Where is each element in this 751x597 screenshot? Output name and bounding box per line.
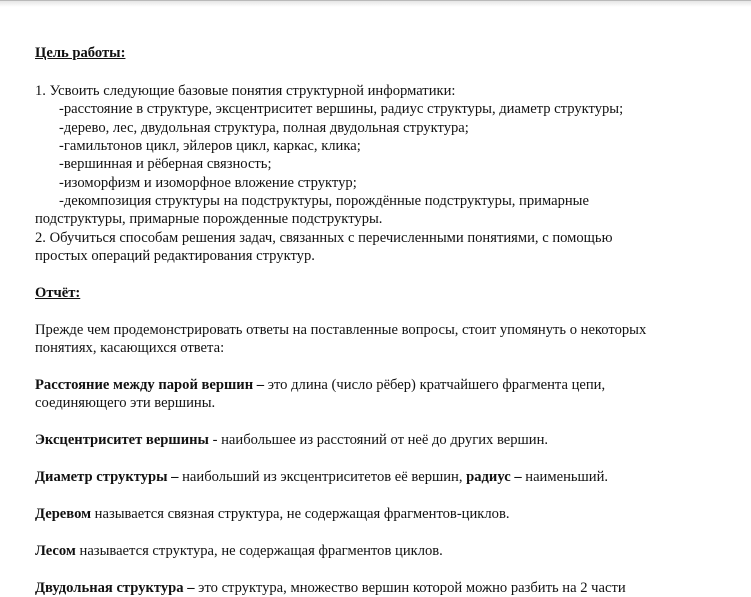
goal-item-1: 1. Усвоить следующие базовые понятия структурной информатики: <box>35 83 456 99</box>
definition-eccentricity-term: Эксцентриситет вершины <box>35 432 209 448</box>
report-heading: Отчёт: <box>35 285 81 301</box>
definition-distance-text: это длина (число рёбер) кратчайшего фрагмента цепи, <box>264 377 606 393</box>
goal-item-1-sub-5: -изоморфизм и изоморфное вложение структур; <box>59 175 357 191</box>
definition-radius-term: радиус – <box>466 469 522 485</box>
definition-eccentricity <box>35 431 548 449</box>
definition-forest-term: Лесом <box>35 543 76 559</box>
definition-tree <box>35 505 510 523</box>
definition-forest-text: называется структура, не содержащая фрагментов циклов. <box>75 543 443 559</box>
window-top-shadow <box>0 1 751 7</box>
goal-item-2-line-2: простых операций редактирования структур. <box>35 248 315 264</box>
goal-item-1-sub-4: -вершинная и рёберная связность; <box>59 156 272 172</box>
definition-bipartite-text: это структура, множество вершин которой можно разбить на 2 части <box>194 580 626 596</box>
definition-tree-term: Деревом <box>35 506 92 522</box>
report-intro-line-1: Прежде чем продемонстрировать ответы на поставленные вопросы, стоит упомянуть о некоторых <box>35 322 647 338</box>
definition-forest <box>35 542 443 560</box>
definition-diameter <box>35 468 608 486</box>
goal-heading: Цель работы: <box>35 45 126 61</box>
goal-item-1-sub-3: -гамильтонов цикл, эйлеров цикл, каркас, клика; <box>59 138 361 154</box>
goal-item-1-sub-6-continuation: подструктуры, примарные порожденные подструктуры. <box>35 211 383 227</box>
definition-eccentricity-text: - наибольшее из расстояний от неё до других вершин. <box>208 432 549 448</box>
definition-bipartite-term: Двудольная структура – <box>35 580 195 596</box>
goal-item-1-sub-2: -дерево, лес, двудольная структура, полная двудольная структура; <box>59 120 469 136</box>
definition-distance <box>35 376 605 394</box>
definition-diameter-text: наибольший из эксцентриситетов её вершин, <box>178 469 467 485</box>
definition-distance-line-2: соединяющего эти вершины. <box>35 395 216 411</box>
goal-item-1-sub-1: -расстояние в структуре, эксцентриситет вершины, радиус структуры, диаметр структуры; <box>59 101 624 117</box>
report-intro-line-2: понятиях, касающихся ответа: <box>35 340 225 356</box>
definition-radius-text: наименьший. <box>521 469 609 485</box>
definition-bipartite <box>35 579 626 597</box>
definition-tree-text: называется связная структура, не содержащая фрагментов-циклов. <box>91 506 510 522</box>
goal-item-1-sub-6: -декомпозиция структуры на подструктуры, порождённые подструктуры, примарные <box>59 193 589 209</box>
goal-item-2-line-1: 2. Обучиться способам решения задач, связанных с перечисленными понятиями, с помощью <box>35 230 613 246</box>
definition-diameter-term: Диаметр структуры – <box>35 469 179 485</box>
definition-distance-term: Расстояние между парой вершин – <box>35 377 265 393</box>
